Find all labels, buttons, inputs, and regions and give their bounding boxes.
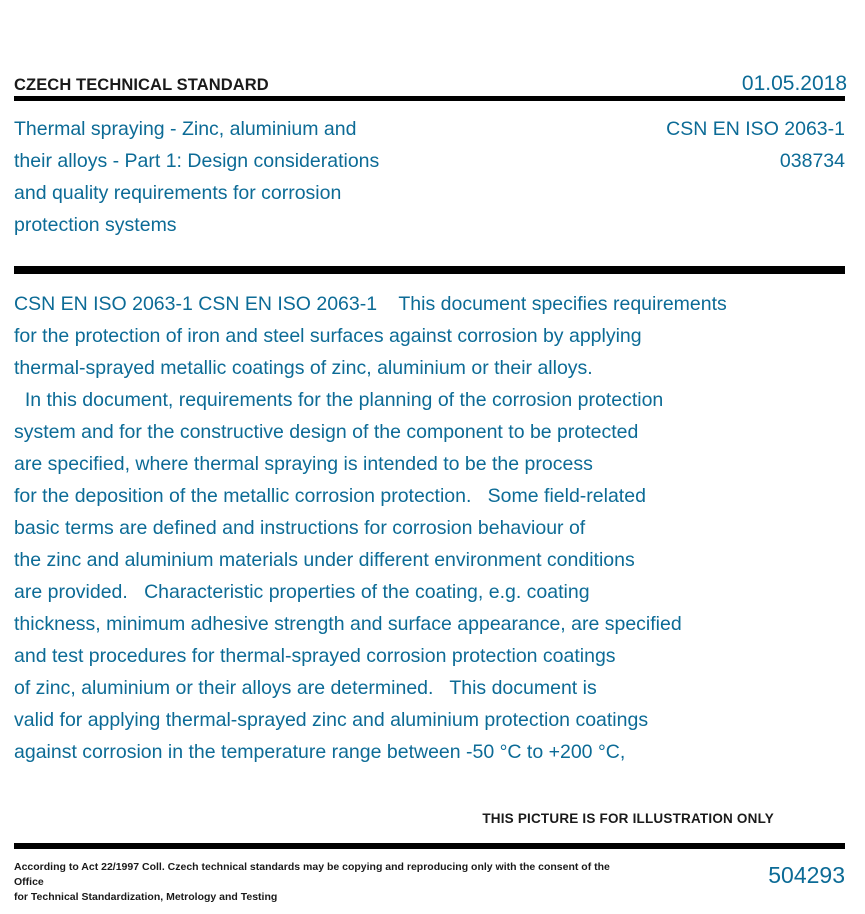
header-divider-rule <box>14 96 845 101</box>
abstract-line: valid for applying thermal-sprayed zinc and aluminium protection coatings <box>14 709 649 731</box>
illustration-disclaimer: THIS PICTURE IS FOR ILLUSTRATION ONLY <box>482 811 774 826</box>
abstract-line: basic terms are defined and instructions for corrosion behaviour of <box>14 517 586 539</box>
document-footer <box>14 860 845 905</box>
copyright-line: According to Act 22/1997 Coll. Czech technical standards may be copying and reproducing only with the consent of the Office <box>14 861 610 888</box>
order-number: 504293 <box>768 862 845 888</box>
abstract-line: the zinc and aluminium materials under different environment conditions <box>14 549 635 571</box>
abstract-line: CSN EN ISO 2063-1 CSN EN ISO 2063-1 This document specifies requirements <box>14 293 727 315</box>
copyright-line: for Technical Standardization, Metrology and Testing <box>14 891 278 903</box>
publication-date: 01.05.2018 <box>741 72 847 95</box>
title-block <box>14 113 845 241</box>
abstract-line: are specified, where thermal spraying is intended to be the process <box>14 453 593 475</box>
abstract-line: are provided. Characteristic properties of the coating, e.g. coating <box>14 581 590 603</box>
abstract-line: for the protection of iron and steel surfaces against corrosion by applying <box>14 325 642 347</box>
title-line: their alloys - Part 1: Design considerations <box>14 150 380 172</box>
abstract-line: against corrosion in the temperature range between -50 °C to +200 °C, <box>14 741 626 763</box>
abstract-line: of zinc, aluminium or their alloys are determined. This document is <box>14 677 597 699</box>
classification-code: 038734 <box>779 150 845 172</box>
standard-title <box>14 113 484 241</box>
standard-designation <box>484 113 845 177</box>
abstract-line: and test procedures for thermal-sprayed corrosion protection coatings <box>14 645 616 667</box>
footer-divider-rule <box>14 843 845 849</box>
copyright-notice <box>14 860 614 905</box>
abstract-text <box>14 288 854 768</box>
abstract-line: thermal-sprayed metallic coatings of zinc, aluminium or their alloys. <box>14 357 593 379</box>
standard-type-label: CZECH TECHNICAL STANDARD <box>14 76 269 94</box>
standard-number: CSN EN ISO 2063-1 <box>666 118 845 140</box>
abstract-line: thickness, minimum adhesive strength and surface appearance, are specified <box>14 613 682 635</box>
document-header <box>14 72 847 96</box>
abstract-line: system and for the constructive design of the component to be protected <box>14 421 639 443</box>
title-line: Thermal spraying - Zinc, aluminium and <box>14 118 357 140</box>
body-divider-rule <box>14 266 845 274</box>
title-line: and quality requirements for corrosion <box>14 182 342 204</box>
abstract-line: for the deposition of the metallic corrosion protection. Some field-related <box>14 485 646 507</box>
title-line: protection systems <box>14 214 177 236</box>
abstract-line: In this document, requirements for the planning of the corrosion protection <box>14 389 664 411</box>
